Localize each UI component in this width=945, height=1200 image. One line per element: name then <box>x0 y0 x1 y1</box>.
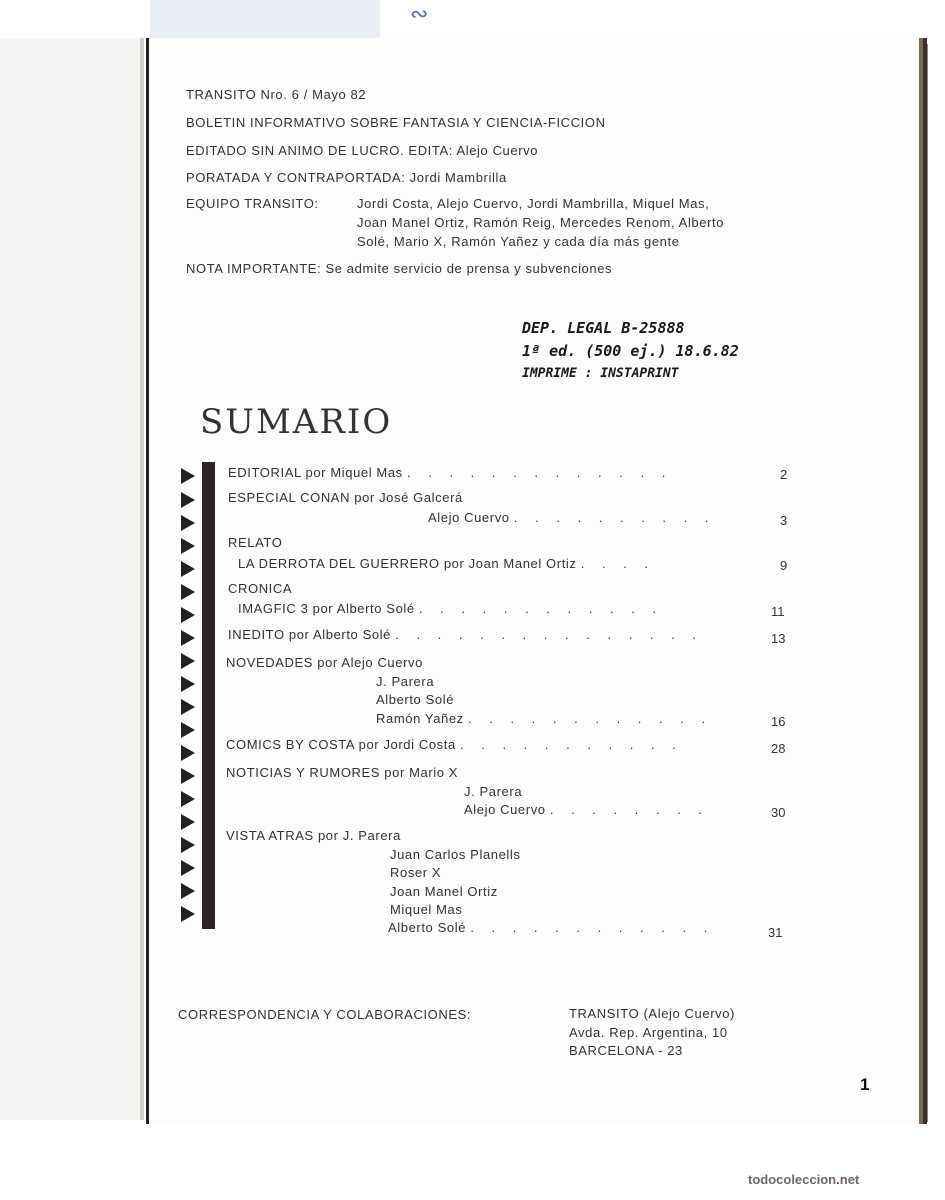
toc-entry-noticias: NOTICIAS Y RUMORES por Mario X <box>226 765 459 780</box>
toc-entry-relato: RELATO <box>228 535 283 550</box>
arrow-icon <box>181 653 195 669</box>
toc-entry-novedades: NOVEDADES por Alejo Cuervo <box>226 655 423 670</box>
arrow-icon <box>181 676 195 692</box>
team-line-1: Jordi Costa, Alejo Cuervo, Jordi Mambrilla, Miquel Mas, <box>357 196 710 211</box>
arrow-icon <box>181 538 195 554</box>
toc-author: Ramón Yañez . . . . . . . . . . . . <box>376 711 713 726</box>
page-ref: 16 <box>771 714 786 729</box>
page-ref: 28 <box>771 741 786 756</box>
toc-entry-cronica-title: IMAGFIC 3 por Alberto Solé . . . . . . . . . . . . <box>238 601 664 616</box>
correspondence-label: CORRESPONDENCIA Y COLABORACIONES: <box>178 1007 472 1022</box>
arrow-icon <box>181 630 195 646</box>
toc-entry-cronica: CRONICA <box>228 581 293 596</box>
toc-author: J. Parera <box>376 674 435 689</box>
toc-author: Miquel Mas <box>390 902 463 917</box>
arrow-icon <box>181 745 195 761</box>
toc-author: Juan Carlos Planells <box>390 847 521 862</box>
printer-info: IMPRIME : INSTAPRINT <box>522 366 679 381</box>
address-line-2: Avda. Rep. Argentina, 10 <box>569 1025 728 1040</box>
note-line: NOTA IMPORTANTE: Se admite servicio de prensa y subvenciones <box>186 261 613 276</box>
left-page <box>0 38 142 1120</box>
toc-entry-editorial <box>228 465 672 480</box>
arrow-icon <box>181 468 195 484</box>
team-label: EQUIPO TRANSITO: <box>186 196 319 211</box>
arrow-icon <box>181 722 195 738</box>
page-ref: 9 <box>780 558 788 573</box>
toc-author: Alberto Solé . . . . . . . . . . . . <box>388 920 715 935</box>
leader-dots: . . . . . . . . . . . . <box>468 711 713 726</box>
leader-dots: . . . . . . . . <box>549 802 710 817</box>
toc-entry-conan-author: Alejo Cuervo . . . . . . . . . . <box>428 510 716 525</box>
leader-dots: . . . . . . . . . . . <box>460 737 683 752</box>
editor-line: EDITADO SIN ANIMO DE LUCRO. EDITA: Alejo Cuervo <box>186 143 539 158</box>
legal-deposit: DEP. LEGAL B-25888 <box>522 319 685 337</box>
leader-dots: . . . . . . . . . . . . <box>418 601 664 616</box>
arrow-icon <box>181 561 195 577</box>
toc-entry-inedito: INEDITO por Alberto Solé . . . . . . . . . . . . . . . <box>228 627 703 642</box>
page-ref: 31 <box>768 925 783 940</box>
toc-author: Roser X <box>390 865 442 880</box>
toc-entry-vista: VISTA ATRAS por J. Parera <box>226 828 401 843</box>
arrow-icon <box>181 791 195 807</box>
page-ref: 3 <box>780 513 788 528</box>
toc-entry-title: EDITORIAL por Miquel Mas <box>228 465 403 480</box>
address-line-1: TRANSITO (Alejo Cuervo) <box>569 1006 735 1021</box>
binding-bar <box>202 462 215 929</box>
arrow-icon <box>181 883 195 899</box>
sumario-title: SUMARIO <box>200 402 393 442</box>
page-ref: 11 <box>771 604 785 619</box>
toc-entry-relato-title: LA DERROTA DEL GUERRERO por Joan Manel Ortiz . . . . <box>238 556 656 571</box>
arrow-icon <box>181 906 195 922</box>
watermark: todocoleccion.net <box>748 1172 860 1187</box>
team-line-3: Solé, Mario X, Ramón Yañez y cada día más gente <box>357 234 680 249</box>
page-ref: 2 <box>780 467 788 482</box>
issue-line: TRANSITO Nro. 6 / Mayo 82 <box>186 87 367 102</box>
leader-dots: . . . . . . . . . . . . . <box>407 465 673 480</box>
leader-dots: . . . . <box>580 556 656 571</box>
arrow-icon <box>181 607 195 623</box>
arrow-icon <box>181 492 195 508</box>
leader-dots: . . . . . . . . . . <box>513 510 716 525</box>
arrow-icon <box>181 837 195 853</box>
arrow-icon <box>181 699 195 715</box>
address-line-3: BARCELONA - 23 <box>569 1043 683 1058</box>
handwritten-mark: ∾ <box>410 2 429 27</box>
edition-info: 1ª ed. (500 ej.) 18.6.82 <box>522 342 739 360</box>
team-line-2: Joan Manel Ortiz, Ramón Reig, Mercedes Renom, Alberto <box>357 215 725 230</box>
leader-dots: . . . . . . . . . . . . . . . <box>395 627 703 642</box>
page-number: 1 <box>860 1075 870 1094</box>
toc-author: Joan Manel Ortiz <box>390 884 498 899</box>
paper-tag <box>150 0 429 41</box>
toc-entry-conan: ESPECIAL CONAN por José Galcerá <box>228 490 463 505</box>
bulletin-line: BOLETIN INFORMATIVO SOBRE FANTASIA Y CIENCIA-FICCION <box>186 115 606 130</box>
leader-dots: . . . . . . . . . . . . <box>470 920 715 935</box>
arrow-icon <box>181 768 195 784</box>
page-ref: 30 <box>771 805 786 820</box>
toc-author: Alberto Solé <box>376 692 455 707</box>
arrow-icon <box>181 814 195 830</box>
toc-entry-comics: COMICS BY COSTA por Jordi Costa . . . . . . . . . . . <box>226 737 683 752</box>
toc-author: Alejo Cuervo . . . . . . . . <box>464 802 710 817</box>
page-ref: 13 <box>771 631 786 646</box>
arrow-icon <box>181 515 195 531</box>
arrow-icon <box>181 860 195 876</box>
cover-line: PORATADA Y CONTRAPORTADA: Jordi Mambrilla <box>186 170 507 185</box>
toc-author: J. Parera <box>464 784 523 799</box>
arrow-icon <box>181 584 195 600</box>
